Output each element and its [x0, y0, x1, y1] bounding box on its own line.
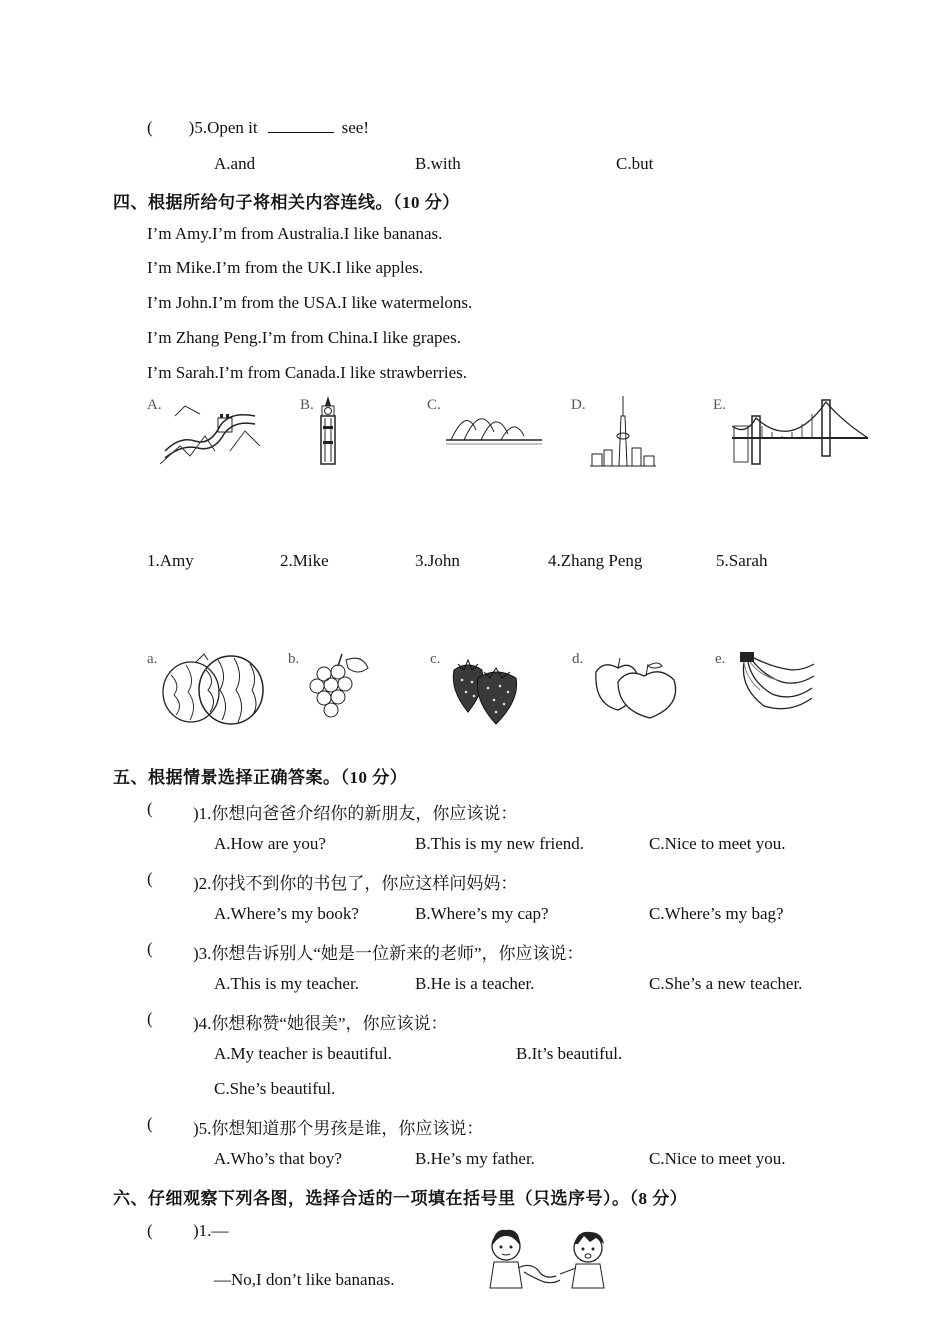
- landmark-label-a: A.: [147, 397, 162, 413]
- sentence-5: I’m Sarah.I’m from Canada.I like strawberries.: [147, 363, 468, 382]
- s5-q3-option-c: C.She’s a new teacher.: [649, 974, 803, 993]
- name-amy: 1.Amy: [147, 551, 194, 570]
- s5-q2-option-c: C.Where’s my bag?: [649, 904, 784, 923]
- s5-q2-stem: )2.你找不到你的书包了，你应这样问妈妈：: [193, 874, 518, 893]
- stem-part-b: see!: [341, 118, 369, 137]
- s5-q2-option-a: A.Where’s my book?: [214, 904, 359, 923]
- watermelon-icon: [156, 650, 266, 728]
- section4-heading: 四、根据所给句子将相关内容连线。（10 分）: [113, 193, 460, 212]
- s5-q2-option-b: B.Where’s my cap?: [415, 904, 549, 923]
- sentence-2: I’m Mike.I’m from the UK.I like apples.: [147, 258, 424, 277]
- q3-item5-stem: [147, 118, 369, 138]
- fruit-label-c: c.: [430, 651, 441, 667]
- s5-q1-stem: )1.你想向爸爸介绍你的新朋友，你应该说：: [193, 804, 518, 823]
- s5-q4-paren: (: [147, 1009, 153, 1028]
- landmark-label-c: C.: [427, 397, 441, 413]
- girl-and-boy-with-bananas-icon: [484, 1228, 612, 1290]
- fruit-label-e: e.: [715, 651, 726, 667]
- s5-q5-option-b: B.He’s my father.: [415, 1149, 535, 1168]
- great-wall-icon: [160, 396, 260, 466]
- stem-part-a: Open it: [207, 118, 258, 137]
- s6-q1-number: )1.—: [193, 1221, 229, 1240]
- sentence-3: I’m John.I’m from the USA.I like watermelons.: [147, 293, 473, 312]
- landmark-label-b: B.: [300, 397, 314, 413]
- s5-q5-stem: )5.你想知道那个男孩是谁，你应该说：: [193, 1119, 484, 1138]
- s5-q4-option-a: A.My teacher is beautiful.: [214, 1044, 392, 1063]
- s6-q1-paren: (: [147, 1221, 153, 1240]
- fruit-label-b: b.: [288, 651, 300, 667]
- s5-q1-option-a: A.How are you?: [214, 834, 326, 853]
- big-ben-icon: [316, 396, 340, 466]
- section5-heading: 五、根据情景选择正确答案。（10 分）: [113, 768, 408, 787]
- s5-q3-option-b: B.He is a teacher.: [415, 974, 535, 993]
- sentence-1: I’m Amy.I’m from Australia.I like bananas.: [147, 224, 443, 243]
- name-sarah: 5.Sarah: [716, 551, 768, 570]
- name-mike: 2.Mike: [280, 551, 329, 570]
- s5-q4-option-c: C.She’s beautiful.: [214, 1079, 336, 1098]
- s5-q3-option-a: A.This is my teacher.: [214, 974, 359, 993]
- s5-q2-paren: (: [147, 869, 153, 888]
- s5-q1-option-c: C.Nice to meet you.: [649, 834, 786, 853]
- grapes-icon: [302, 650, 374, 722]
- s5-q1-option-b: B.This is my new friend.: [415, 834, 585, 853]
- s6-q1-answer: —No,I don’t like bananas.: [214, 1270, 395, 1289]
- strawberries-icon: [446, 650, 526, 726]
- section6-heading: 六、仔细观察下列各图，选择合适的一项填在括号里（只选序号）。（8 分）: [113, 1189, 688, 1208]
- option-a: A.and: [214, 154, 256, 173]
- s5-q4-stem: )4.你想称赞“她很美”，你应该说：: [193, 1014, 448, 1033]
- fruit-label-a: a.: [147, 651, 158, 667]
- sentence-4: I’m Zhang Peng.I’m from China.I like grapes.: [147, 328, 461, 347]
- s5-q3-paren: (: [147, 939, 153, 958]
- s5-q3-stem: )3.你想告诉别人“她是一位新来的老师”，你应该说：: [193, 944, 584, 963]
- s5-q4-option-b: B.It’s beautiful.: [516, 1044, 623, 1063]
- answer-paren-open: (: [147, 118, 153, 137]
- option-b: B.with: [415, 154, 461, 173]
- cn-tower-icon: [590, 396, 656, 468]
- option-c: C.but: [616, 154, 654, 173]
- s5-q1-paren: (: [147, 799, 153, 818]
- name-john: 3.John: [415, 551, 460, 570]
- landmark-label-d: D.: [571, 397, 586, 413]
- answer-paren-close: ): [188, 118, 195, 137]
- s5-q5-option-a: A.Who’s that boy?: [214, 1149, 342, 1168]
- fruit-label-d: d.: [572, 651, 584, 667]
- s5-q5-option-c: C.Nice to meet you.: [649, 1149, 786, 1168]
- opera-house-icon: [446, 402, 542, 447]
- bananas-icon: [734, 648, 816, 714]
- item-number: 5.: [194, 118, 208, 137]
- fill-blank: [268, 118, 334, 133]
- landmark-label-e: E.: [713, 397, 726, 413]
- apples-icon: [588, 650, 684, 720]
- golden-gate-bridge-icon: [732, 396, 868, 466]
- s5-q5-paren: (: [147, 1114, 153, 1133]
- name-zhang-peng: 4.Zhang Peng: [548, 551, 643, 570]
